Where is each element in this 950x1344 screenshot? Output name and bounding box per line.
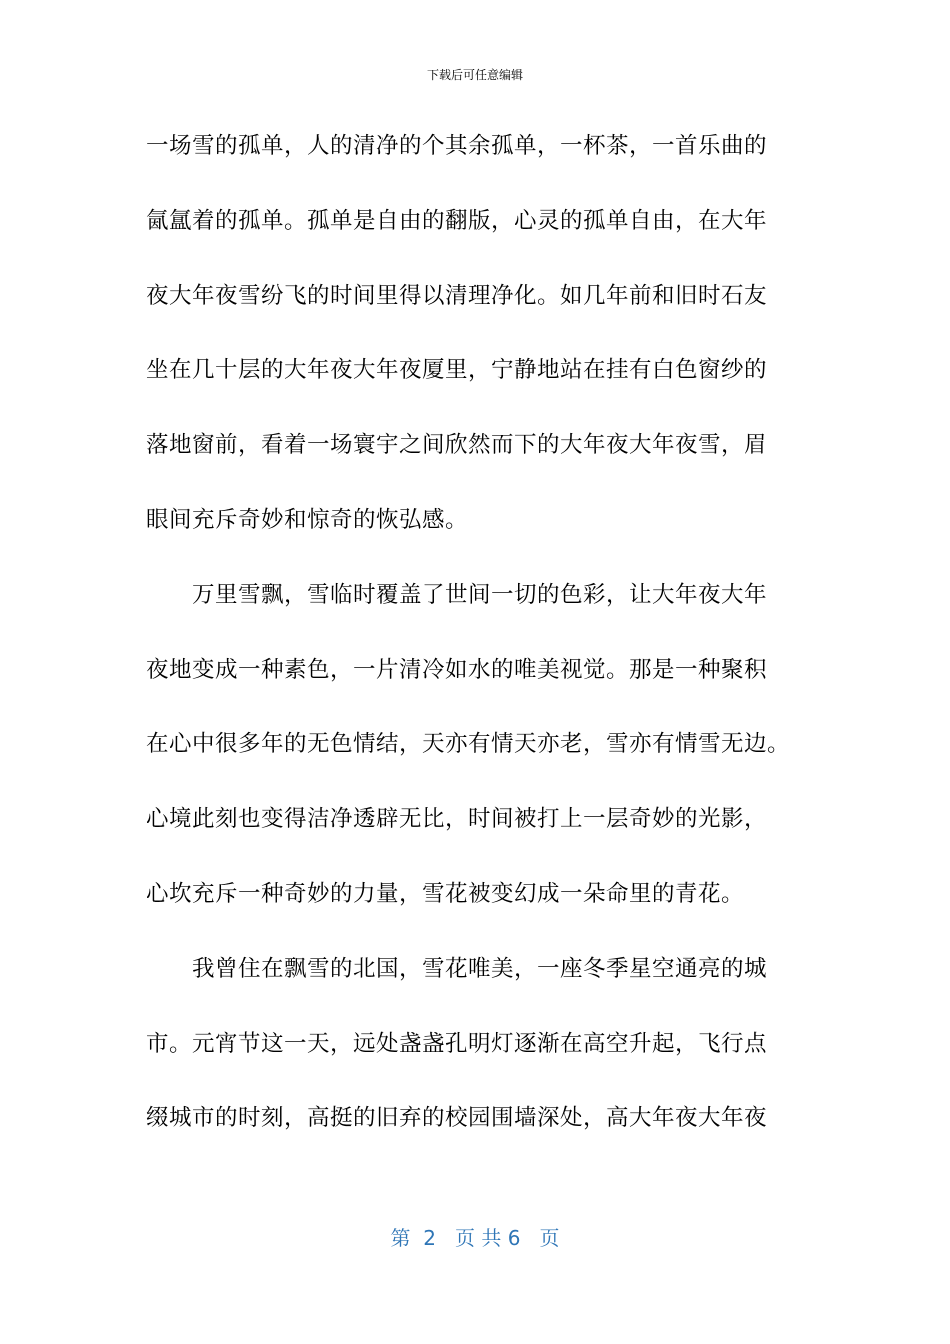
page-header: 下载后可任意编辑	[426, 68, 523, 82]
paragraph-line: 心境此刻也变得洁净透辟无比，时间被打上一层奇妙的光影，	[146, 806, 768, 833]
paragraph-line: 在心中很多年的无色情结，天亦有情天亦老，雪亦有情雪无边。	[146, 731, 791, 758]
page-number-footer	[0, 1224, 950, 1252]
paragraph-line: 氤氲着的孤单。孤单是自由的翻版，心灵的孤单自由，在大年	[146, 207, 768, 234]
paragraph-line: 市。元宵节这一天，远处盏盏孔明灯逐渐在高空升起，飞行点	[146, 1030, 768, 1057]
document-body	[146, 124, 816, 1171]
paragraph-line: 夜地变成一种素色，一片清冷如水的唯美视觉。那是一种聚积	[146, 656, 768, 683]
paragraph-line: 落地窗前，看着一场寰宇之间欣然而下的大年夜大年夜雪，眉	[146, 432, 768, 459]
paragraph-line: 眼间充斥奇妙和惊奇的恢弘感。	[146, 506, 469, 533]
paragraph-line: 夜大年夜雪纷飞的时间里得以清理净化。如几年前和旧时石友	[146, 282, 768, 309]
page-number-text: 第 2 页 共 6 页	[390, 1226, 560, 1250]
paragraph-line: 万里雪飘，雪临时覆盖了世间一切的色彩，让大年夜大年	[192, 581, 768, 608]
paragraph-line: 心坎充斥一种奇妙的力量，雪花被变幻成一朵命里的青花。	[146, 880, 745, 907]
paragraph-line: 一场雪的孤单，人的清净的个其余孤单，一杯茶，一首乐曲的	[146, 133, 768, 159]
paragraph-line: 坐在几十层的大年夜大年夜厦里，宁静地站在挂有白色窗纱的	[146, 357, 768, 384]
paragraph-line: 缀城市的时刻，高挺的旧弃的校园围墙深处，高大年夜大年夜	[146, 1105, 768, 1132]
paragraph-line: 我曾住在飘雪的北国，雪花唯美，一座冬季星空通亮的城	[192, 955, 768, 982]
